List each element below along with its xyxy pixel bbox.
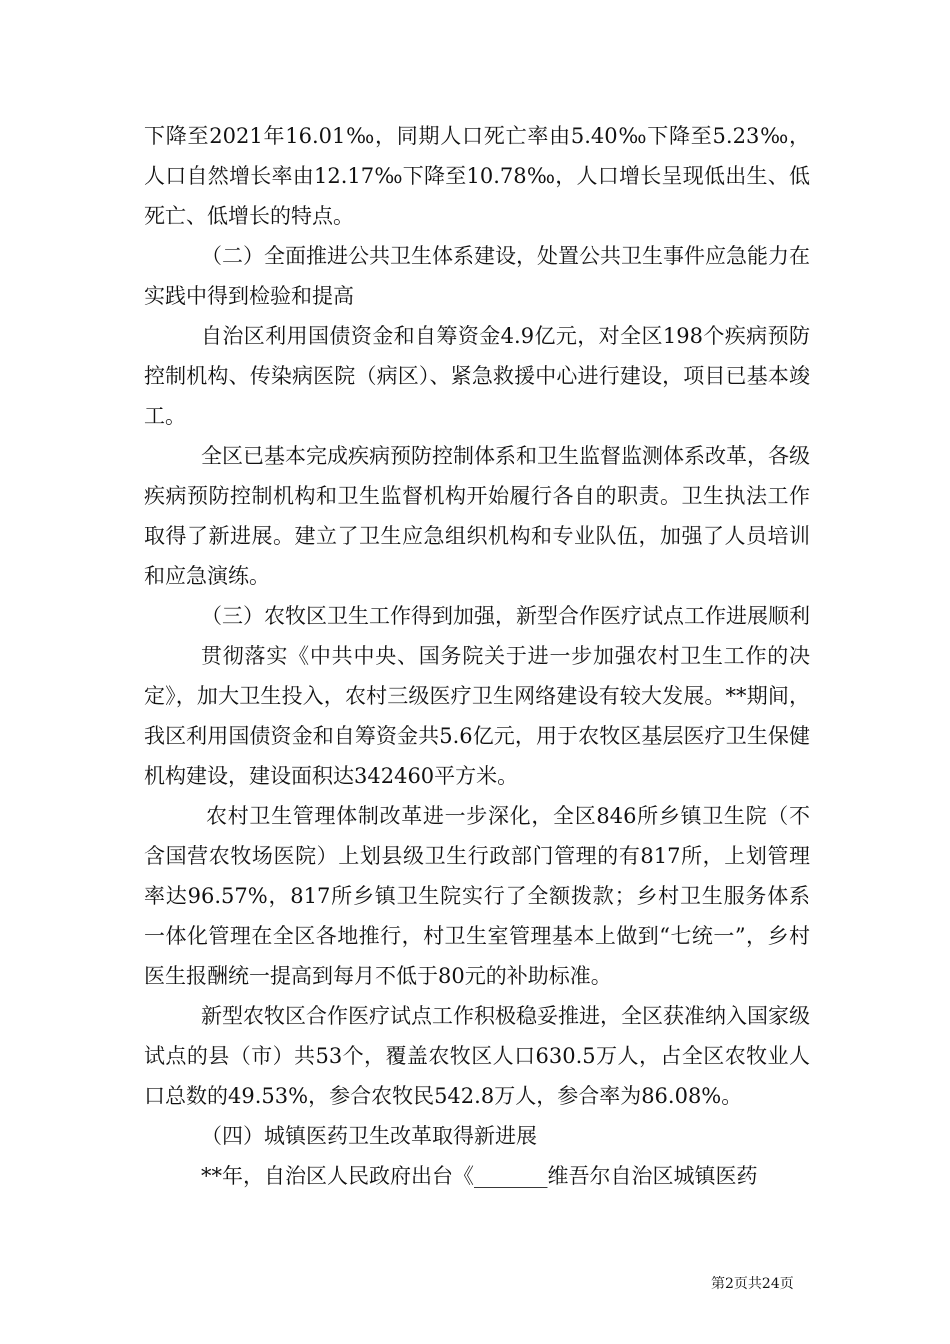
document-body <box>144 116 810 1196</box>
paragraph-cooperative-medical: 新型农牧区合作医疗试点工作积极稳妥推进，全区获准纳入国家级试点的县（市）共53个，覆盖农牧区人口630.5万人，占全区农牧业人口总数的49.53%，参合农牧民542.8万人，参合率为86.08%。 <box>144 1004 810 1108</box>
paragraph-urban-policy: **年，自治区人民政府出台《_______维吾尔自治区城镇医药 <box>201 1164 758 1188</box>
heading-public-health-system: （二）全面推进公共卫生体系建设，处置公共卫生事件应急能力在实践中得到检验和提高 <box>144 244 810 308</box>
heading-urban-medical-reform: （四）城镇医药卫生改革取得新进展 <box>201 1124 537 1148</box>
paragraph-rural-management-reform: 农村卫生管理体制改革进一步深化，全区846所乡镇卫生院（不含国营农牧场医院）上划县级卫生行政部门管理的有817所，上划管理率达96.57%，817所乡镇卫生院实行了全额拨款；乡村卫生服务体系一体化管理在全区各地推行，村卫生室管理基本上做到“七统一”，乡村医生报酬统一提高到每月不低于80元的补助标准。 <box>144 804 810 988</box>
page-number: 第2页共24页 <box>711 1276 794 1292</box>
paragraph-bond-funds: 自治区利用国债资金和自筹资金4.9亿元，对全区198个疾病预防控制机构、传染病医院（病区）、紧急救援中心进行建设，项目已基本竣工。 <box>144 324 810 428</box>
paragraph-rural-health-decision: 贯彻落实《中共中央、国务院关于进一步加强农村卫生工作的决定》，加大卫生投入，农村三级医疗卫生网络建设有较大发展。**期间，我区利用国债资金和自筹资金共5.6亿元，用于农牧区基层医疗卫生保健机构建设，建设面积达342460平方米。 <box>144 644 810 788</box>
paragraph-population-stats: 下降至2021年16.01‰，同期人口死亡率由5.40‰下降至5.23‰，人口自然增长率由12.17‰下降至10.78‰，人口增长呈现低出生、低死亡、低增长的特点。 <box>144 124 810 228</box>
paragraph-disease-control-reform: 全区已基本完成疾病预防控制体系和卫生监督监测体系改革，各级疾病预防控制机构和卫生监督机构开始履行各自的职责。卫生执法工作取得了新进展。建立了卫生应急组织机构和专业队伍，加强了人员培训和应急演练。 <box>144 444 810 588</box>
heading-rural-health: （三）农牧区卫生工作得到加强，新型合作医疗试点工作进展顺利 <box>201 604 810 628</box>
